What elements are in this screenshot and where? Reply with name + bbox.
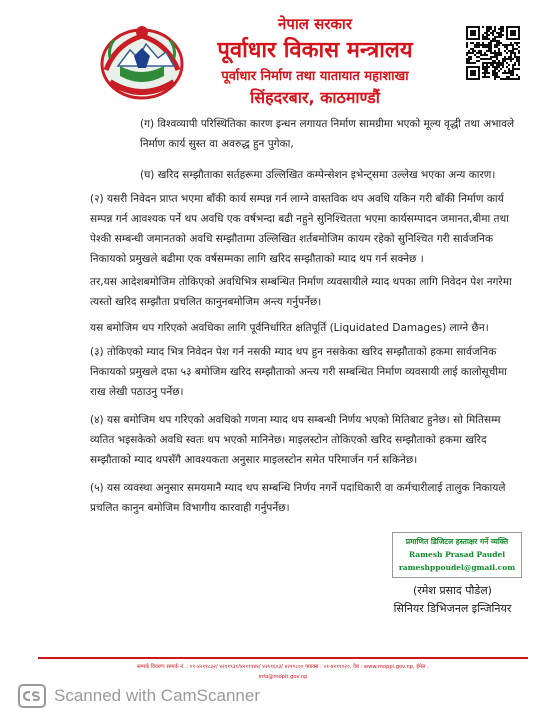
text-line: राख लेखी पठाउनु पर्नेछ।: [90, 386, 184, 398]
text-line: सम्झौताको म्याद थपसँगै आवश्यकता अनुसार माइलस्टोन समेत परिमार्जन गर्न सकिनेछ।: [90, 454, 418, 466]
text-line: निर्माण कार्य सुस्त वा अवरुद्ध हुन पुगेका,: [140, 138, 294, 150]
text-line: निकायको प्रमुखले बढीमा एक वर्षसम्मका लागि खरिद सम्झौताको म्याद थप गर्न सक्नेछ ।: [90, 253, 424, 265]
qr-code-icon: [466, 26, 520, 80]
paragraph-liquidated-damages: [90, 318, 530, 338]
text-line: प्रचलित कानुन बमोजिम विभागीय कारवाही गर्नुपर्नेछ।: [90, 502, 290, 514]
text-line: (ग) विश्वव्यापी परिस्थितिका कारण इन्धन लगायत निर्माण सामग्रीमा भएको मूल्य वृद्धी तथा अभावले: [140, 118, 515, 130]
department-heading: पूर्वाधार निर्माण तथा यातायात महाशाखा: [221, 69, 409, 84]
text-line: तर,यस आदेशबमोजिम तोकिएको अवधिभित्र सम्बन्धित निर्माण व्यवसायीले म्याद थपका लागि निवेदन पेश नगरेमा: [90, 276, 512, 288]
camscanner-watermark: Scanned with CamScanner: [54, 686, 261, 705]
text-line: सम्पन्न गर्न आवश्यक पर्ने थप अवधि एक वर्षभन्दा बढी नहुने सुनिश्चितता भएमा कार्यसम्पादन जमानत,बीमा तथा: [90, 213, 509, 225]
digital-signature-email: rameshppoudel@gmail.com: [398, 563, 516, 572]
text-line: (३) तोकिएको म्याद भित्र निवेदन पेश गर्न नसकी म्याद थप हुन नसकेका खरिद सम्झौताको हकमा सार्वजनिक: [90, 346, 497, 358]
text-line: पेश्की सम्बन्धी जमानतको अवधि सम्झौतामा उल्लिखित शर्तबमोजिम कायम रहेको सुनिश्चित गरी सार्वजनिक: [90, 233, 494, 245]
text-line: व्यतित भइसकेको अवधि स्वतः थप भएको मानिनेछ। माइलस्टोन तोकिएको खरिद सम्झौताको हकमा खरिद: [90, 434, 487, 446]
text-line: (२) यसरी निवेदन प्राप्त भएमा बाँकी कार्य सम्पन्न गर्न लाग्ने वास्तविक थप अवधि यकिन गरी बाँकी निर्माण कार्य: [90, 193, 504, 205]
signatory-name: (रमेश प्रसाद पौडेल): [413, 584, 492, 597]
paragraph-2: [90, 189, 530, 269]
address-heading: सिंहदरबार, काठमाण्डौं: [250, 88, 380, 107]
digital-signature-caption: प्रमाणित डिजिटल हस्ताक्षर गर्ने व्यक्ति: [405, 537, 509, 546]
paragraph-3: [90, 342, 530, 402]
text-line: निकायको प्रमुखले दफा ५३ बमोजिम खरिद सम्झौताको अन्त्य गरी सम्बन्धित निर्माण व्यवसायी लाई कालोसूचीमा: [90, 366, 508, 378]
ministry-heading: पूर्वाधार विकास मन्त्रालय: [217, 38, 413, 63]
nepal-emblem-icon: [96, 18, 188, 104]
text-line: त्यस्तो खरिद सम्झौता प्रचलित कानुनबमोजिम अन्त्य गर्नुपर्नेछ।: [90, 296, 322, 308]
government-heading: नेपाल सरकार: [278, 15, 352, 33]
signatory-title: सिनियर डिभिजनल इन्जिनियर: [393, 602, 512, 615]
text-line: (५) यस व्यवस्था अनुसार समयमानै म्याद थप सम्बन्धि निर्णय नगर्ने पदाधिकारी वा कर्मचारीलाई तालुक निकायले: [90, 482, 506, 494]
footer-divider: [38, 657, 528, 659]
footer-contact: सम्पर्क विवरणः सम्पर्क नं. : ०१-४२११८३२/ ४२११९३१/४२११९४४/ ४२११६०३/ ४२११८०० फ्याक्स : ०१-४२११०२०, वेब : www.moppi.gov.np, ईमेल :: [137, 664, 429, 670]
paragraph-ga: [140, 114, 530, 154]
digital-signature-name: Ramesh Prasad Paudel: [408, 550, 506, 559]
text-line: (घ) खरिद सम्झौताका सर्तहरूमा उल्लिखित कम्पेन्सेशन इभेन्ट्समा उल्लेख भएका अन्य कारण।: [140, 169, 496, 181]
camscanner-logo-icon: [18, 684, 46, 708]
footer-email: info@mopit.gov.np: [258, 674, 308, 680]
paragraph-5: [90, 478, 530, 518]
paragraph-gha: [140, 165, 530, 185]
paragraph-4: [90, 410, 530, 470]
paragraph-tara: [90, 272, 530, 312]
text-line: यस बमोजिम थप गरिएको अवधिका लागि पूर्वनिर्धारित क्षतिपूर्ति (Liquidated Damages) लाग्ने छैन।: [90, 322, 489, 334]
text-line: (४) यस बमोजिम थप गरिएको अवधिको गणना म्याद थप सम्बन्धी निर्णय भएको मितिबाट हुनेछ। सो मितिसम्म: [90, 414, 501, 426]
digital-signature-box: [392, 532, 522, 578]
